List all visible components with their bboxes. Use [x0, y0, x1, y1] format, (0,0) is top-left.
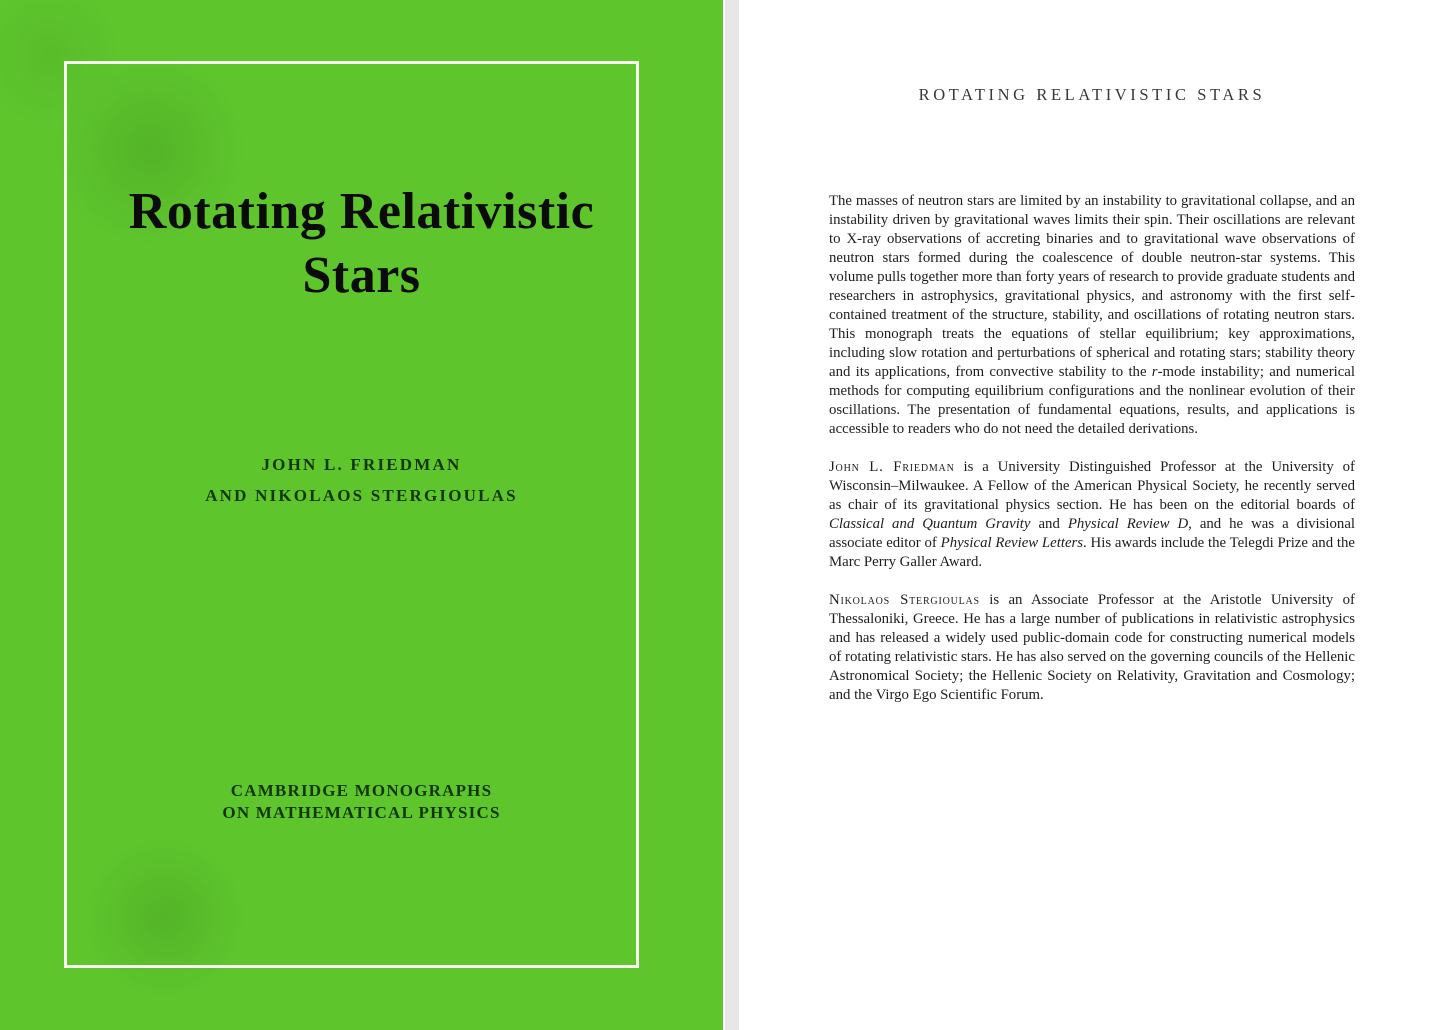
page-gutter — [723, 0, 739, 1030]
page-heading: ROTATING RELATIVISTIC STARS — [918, 85, 1266, 104]
paragraph-stergioulas-bio: Nikolaos Stergioulas is an Associate Professor at the Aristotle University of Thessaloniki, Greece. He has a large number of publications in relativistic astrophysics and has released a widely used public-domain code for constructing numerical models of rotating relativistic stars. He has also served on the governing councils of the Hellenic Astronomical Society; the Hellenic Society on Relativity, Gravitation and Cosmology; and the Virgo Ego Scientific Forum. — [829, 592, 1355, 703]
cover-author-line-2: AND NIKOLAOS STERGIOULAS — [205, 486, 518, 505]
about-page — [739, 0, 1440, 1030]
page-body — [829, 192, 1355, 724]
paragraph-book-description: The masses of neutron stars are limited by an instability to gravitational collapse, and an instability driven by gravitational waves limits their spin. Their oscillations are relevant to X-ray observations of accreting binaries and to gravitational wave observations of neutron stars formed during the coalescence of double neutron-star systems. This volume pulls together more than forty years of research to provide graduate students and researchers in astrophysics, gravitational physics, and astronomy with the first self-contained treatment of the structure, stability, and oscillations of rotating neutron stars. This monograph treats the equations of stellar equilibrium; key approximations, including slow rotation and perturbations of spherical and rotating stars; stability theory and its applications, from convective stability to the r-mode instability; and numerical methods for computing equilibrium configurations and the nonlinear evolution of their oscillations. The presentation of fundamental equations, results, and applications is accessible to readers who do not need the detailed derivations. — [829, 193, 1355, 437]
cover-title-line-2: Stars — [302, 247, 421, 304]
cover-series-line-2: ON MATHEMATICAL PHYSICS — [222, 802, 501, 822]
cover-series — [0, 780, 723, 823]
cover-title — [0, 180, 723, 308]
cover-author-line-1: JOHN L. FRIEDMAN — [261, 455, 462, 474]
cover-title-line-1: Rotating Relativistic — [128, 183, 595, 240]
paragraph-friedman-bio: John L. Friedman is a University Distinguished Professor at the University of Wisconsin–Milwaukee. A Fellow of the American Physical Society, he recently served as chair of its gravitational physics section. He has been on the editorial boards of Classical and Quantum Gravity and Physical Review D, and he was a divisional associate editor of Physical Review Letters. His awards include the Telegdi Prize and the Marc Perry Galler Award. — [829, 459, 1355, 570]
cover-series-line-1: CAMBRIDGE MONOGRAPHS — [230, 781, 493, 800]
cover-authors — [0, 449, 723, 511]
